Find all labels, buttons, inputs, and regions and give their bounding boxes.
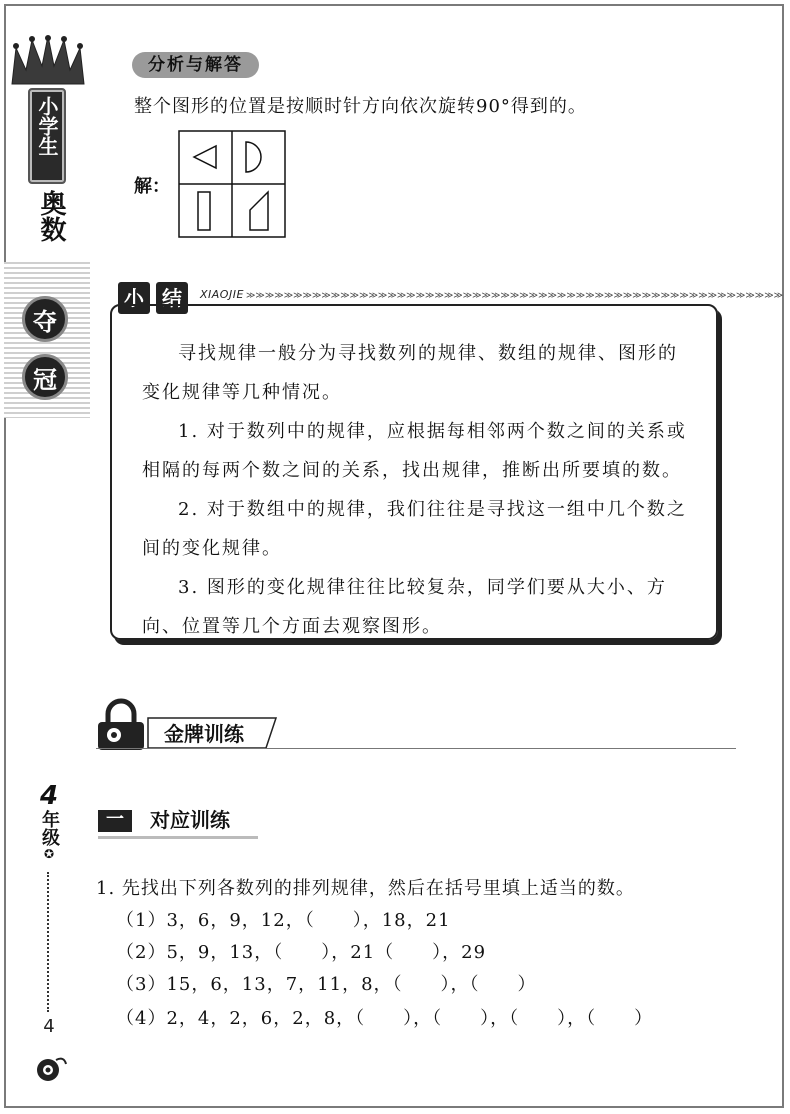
grade-indicator [34, 782, 64, 862]
sequence-item: （2）5，9，13，（ ），21（ ），29 [116, 942, 487, 963]
rectangle-shape [198, 192, 210, 230]
sidebar-tag-text: 小学生 [35, 96, 59, 156]
sequence-item: （3）15，6，13，7，11，8，（ ），（ ） [116, 974, 537, 995]
summary-paragraph: 3. 图形的变化规律往往比较复杂，同学们要从大小、方向、位置等几个方面去观察图形。 [142, 577, 667, 637]
page-number: 4 [43, 1016, 55, 1037]
answer-shape-grid [178, 130, 286, 238]
summary-title-char-2: 结 [156, 282, 188, 314]
summary-arrow-line: ≫≫≫≫≫≫≫≫≫≫≫≫≫≫≫≫≫≫≫≫≫≫≫≫≫≫≫≫≫≫≫≫≫≫≫≫≫≫≫≫≫≫≫≫≫≫≫≫≫≫≫≫≫≫≫≫≫ [246, 291, 784, 301]
swirl-icon [34, 1054, 68, 1084]
header-rule [96, 748, 736, 749]
semicircle-shape [246, 142, 261, 172]
sidebar-badge-duo: 夺 [22, 296, 68, 342]
trapezoid-shape [250, 192, 268, 230]
answer-label: 解： [134, 176, 170, 197]
sidebar-badge-guan: 冠 [22, 354, 68, 400]
grade-number: 4 [39, 781, 59, 811]
section-number: 一 [98, 810, 132, 832]
summary-title-en: XIAOJIE [200, 288, 244, 301]
summary-title-char-1: 小 [118, 282, 150, 314]
dotted-divider [47, 872, 49, 1012]
section-rule [98, 836, 258, 839]
triangle-shape [194, 146, 216, 168]
lock-medal-icon [96, 700, 146, 752]
summary-paragraph: 1. 对于数列中的规律，应根据每相邻两个数之间的关系或相隔的每两个数之间的关系，找出规律，推断出所要填的数。 [142, 421, 687, 481]
sequence-item: （1）3，6，9，12，（ ），18，21 [116, 910, 451, 931]
grade-label: 年级 [39, 810, 60, 846]
medal-header-text: 金牌训练 [164, 722, 244, 746]
summary-box [110, 304, 718, 640]
sidebar-series-tag [28, 88, 66, 184]
analysis-text: 整个图形的位置是按顺时针方向依次旋转90°得到的。 [134, 96, 587, 117]
crown-icon [8, 36, 88, 86]
sidebar-vertical-title: 奥数 [36, 190, 66, 242]
summary-paragraph: 寻找规律一般分为寻找数列的规律、数组的规律、图形的变化规律等几种情况。 [142, 343, 678, 403]
section-title: 对应训练 [150, 808, 230, 832]
question-text: 1. 先找出下列各数列的排列规律，然后在括号里填上适当的数。 [96, 878, 635, 899]
sequence-item: （4）2，4，2，6，2，8，（ ），（ ），（ ），（ ） [116, 1008, 654, 1029]
star-icon: ✪ [43, 847, 55, 861]
summary-paragraph: 2. 对于数组中的规律，我们往往是寻找这一组中几个数之间的变化规律。 [142, 499, 687, 559]
analysis-header: 分析与解答 [132, 52, 259, 78]
